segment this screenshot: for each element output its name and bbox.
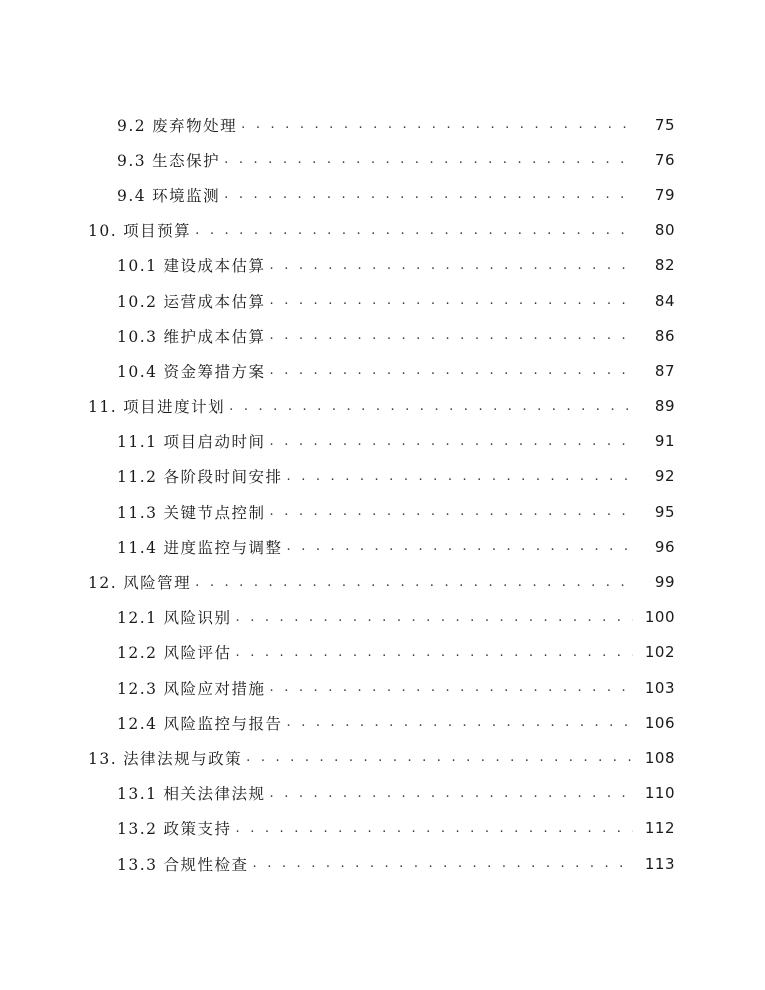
dot-leader xyxy=(236,645,633,660)
toc-entry-label xyxy=(117,606,232,628)
page-number: 96 xyxy=(654,537,675,556)
dot-leader xyxy=(236,821,633,836)
page-number: 103 xyxy=(644,678,675,697)
table-of-contents xyxy=(0,107,765,881)
page-number: 86 xyxy=(654,326,675,345)
section-number: 13. xyxy=(88,749,118,768)
toc-entry[interactable] xyxy=(0,705,765,740)
section-number: 11.4 xyxy=(117,538,158,557)
section-title: 项目预算 xyxy=(123,222,192,241)
page-number: 102 xyxy=(644,643,675,662)
section-title: 政策支持 xyxy=(163,820,232,839)
dot-leader xyxy=(270,434,633,449)
dot-leader xyxy=(270,363,633,378)
toc-entry-label xyxy=(117,465,283,487)
dot-leader xyxy=(287,715,633,730)
toc-entry[interactable] xyxy=(0,494,765,529)
section-title: 相关法律法规 xyxy=(163,785,266,804)
toc-entry-label xyxy=(117,149,220,171)
section-number: 12. xyxy=(88,574,118,593)
section-number: 11.1 xyxy=(117,433,158,452)
toc-entry[interactable] xyxy=(0,529,765,564)
dot-leader xyxy=(270,680,633,695)
section-title: 生态保护 xyxy=(152,151,221,170)
section-number: 10.2 xyxy=(117,292,158,311)
section-number: 13.1 xyxy=(117,785,158,804)
toc-entry-label xyxy=(117,290,266,312)
page-number: 75 xyxy=(654,115,675,134)
toc-entry-label xyxy=(88,747,242,769)
section-title: 风险应对措施 xyxy=(163,679,266,698)
section-title: 风险评估 xyxy=(163,644,232,663)
toc-entry[interactable] xyxy=(0,248,765,283)
section-number: 11.2 xyxy=(117,468,158,487)
page-number: 91 xyxy=(654,432,675,451)
section-number: 11.3 xyxy=(117,503,158,522)
page-number: 113 xyxy=(644,854,675,873)
page-number: 95 xyxy=(654,502,675,521)
toc-entry-label xyxy=(117,817,232,839)
dot-leader xyxy=(224,187,633,202)
toc-entry[interactable] xyxy=(0,107,765,142)
section-number: 9.3 xyxy=(117,151,147,170)
toc-entry-label xyxy=(117,430,266,452)
toc-entry-label xyxy=(117,712,283,734)
page-number: 108 xyxy=(644,748,675,767)
toc-entry-label xyxy=(117,677,266,699)
section-number: 10.1 xyxy=(117,257,158,276)
section-title: 风险管理 xyxy=(123,574,192,593)
section-number: 9.2 xyxy=(117,116,147,135)
toc-entry[interactable] xyxy=(0,353,765,388)
section-number: 11. xyxy=(88,398,118,417)
section-title: 环境监测 xyxy=(152,186,221,205)
toc-entry-label xyxy=(117,114,237,136)
toc-entry-label xyxy=(117,641,232,663)
section-number: 9.4 xyxy=(117,186,147,205)
section-number: 10. xyxy=(88,222,118,241)
dot-leader xyxy=(241,117,633,132)
toc-entry[interactable] xyxy=(0,740,765,775)
dot-leader xyxy=(253,856,633,871)
toc-entry-label xyxy=(117,254,266,276)
toc-entry[interactable] xyxy=(0,670,765,705)
page-number: 80 xyxy=(654,221,675,240)
page-number: 100 xyxy=(644,608,675,627)
toc-entry[interactable] xyxy=(0,318,765,353)
dot-leader xyxy=(246,750,633,765)
toc-entry-label xyxy=(117,782,266,804)
dot-leader xyxy=(270,504,633,519)
page-number: 82 xyxy=(654,256,675,275)
section-number: 10.3 xyxy=(117,327,158,346)
section-number: 12.4 xyxy=(117,714,158,733)
toc-entry-label xyxy=(117,501,266,523)
toc-entry-label xyxy=(88,219,191,241)
section-title: 合规性检查 xyxy=(163,855,249,874)
toc-entry-label xyxy=(117,853,249,875)
dot-leader xyxy=(236,610,633,625)
dot-leader xyxy=(287,539,633,554)
section-title: 维护成本估算 xyxy=(163,327,266,346)
toc-entry[interactable] xyxy=(0,811,765,846)
section-title: 法律法规与政策 xyxy=(123,749,243,768)
toc-entry[interactable] xyxy=(0,600,765,635)
toc-entry[interactable] xyxy=(0,142,765,177)
page-number: 92 xyxy=(654,467,675,486)
section-number: 12.3 xyxy=(117,679,158,698)
dot-leader xyxy=(270,328,633,343)
section-title: 建设成本估算 xyxy=(163,257,266,276)
toc-entry-label xyxy=(117,184,220,206)
section-title: 废弃物处理 xyxy=(152,116,238,135)
page-number: 106 xyxy=(644,713,675,732)
dot-leader xyxy=(270,786,633,801)
page-number: 87 xyxy=(654,361,675,380)
page-number: 110 xyxy=(644,784,675,803)
section-title: 风险监控与报告 xyxy=(163,714,283,733)
toc-entry[interactable] xyxy=(0,389,765,424)
section-title: 各阶段时间安排 xyxy=(163,468,283,487)
dot-leader xyxy=(270,293,633,308)
section-number: 12.1 xyxy=(117,609,158,628)
toc-entry[interactable] xyxy=(0,564,765,599)
toc-entry[interactable] xyxy=(0,213,765,248)
section-number: 13.2 xyxy=(117,820,158,839)
toc-entry-label xyxy=(88,395,225,417)
toc-entry-label xyxy=(117,325,266,347)
page-number: 99 xyxy=(654,573,675,592)
section-number: 10.4 xyxy=(117,362,158,381)
toc-entry-label xyxy=(88,571,191,593)
section-title: 风险识别 xyxy=(163,609,232,628)
page-number: 89 xyxy=(654,397,675,416)
toc-entry[interactable] xyxy=(0,424,765,459)
section-title: 项目启动时间 xyxy=(163,433,266,452)
toc-entry-label xyxy=(117,360,266,382)
section-number: 12.2 xyxy=(117,644,158,663)
page-number: 84 xyxy=(654,291,675,310)
toc-entry[interactable] xyxy=(0,177,765,212)
section-number: 13.3 xyxy=(117,855,158,874)
toc-entry[interactable] xyxy=(0,776,765,811)
dot-leader xyxy=(195,575,633,590)
section-title: 关键节点控制 xyxy=(163,503,266,522)
toc-entry[interactable] xyxy=(0,846,765,881)
dot-leader xyxy=(195,223,633,238)
dot-leader xyxy=(229,399,633,414)
toc-entry-label xyxy=(117,536,283,558)
page-number: 79 xyxy=(654,185,675,204)
dot-leader xyxy=(287,469,633,484)
section-title: 进度监控与调整 xyxy=(163,538,283,557)
section-title: 项目进度计划 xyxy=(123,398,226,417)
toc-entry[interactable] xyxy=(0,459,765,494)
toc-entry[interactable] xyxy=(0,283,765,318)
toc-entry[interactable] xyxy=(0,635,765,670)
dot-leader xyxy=(270,258,633,273)
page-number: 76 xyxy=(654,150,675,169)
section-title: 运营成本估算 xyxy=(163,292,266,311)
section-title: 资金筹措方案 xyxy=(163,362,266,381)
page-number: 112 xyxy=(644,819,675,838)
dot-leader xyxy=(224,152,633,167)
